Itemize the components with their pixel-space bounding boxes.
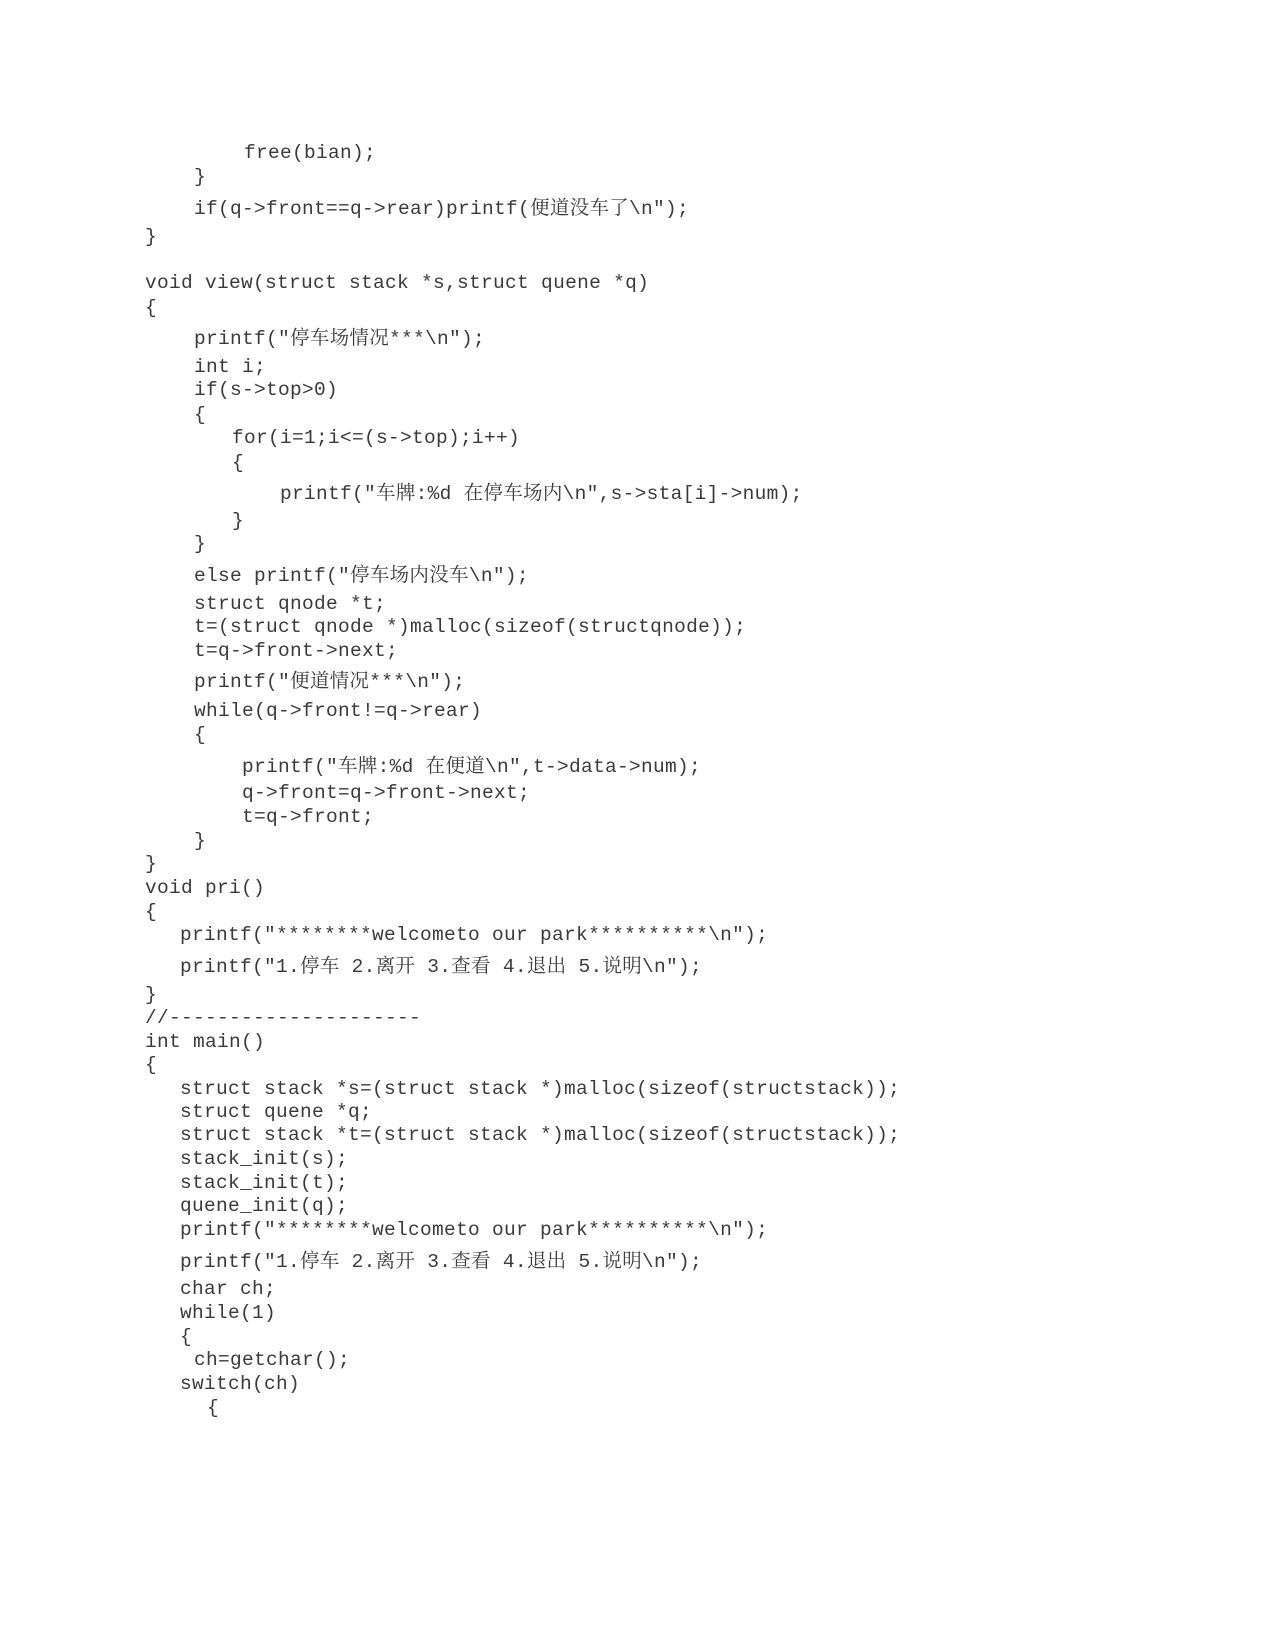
code-line: { — [145, 297, 158, 319]
code-line: int main() — [145, 1031, 266, 1053]
code-line: ch=getchar(); — [194, 1349, 351, 1371]
code-line: printf("********welcometo our park**********\n"); — [180, 1219, 769, 1241]
code-line: struct quene *q; — [180, 1101, 373, 1123]
code-line: } — [232, 510, 245, 532]
code-line: void pri() — [145, 877, 266, 899]
code-line: struct stack *s=(struct stack *)malloc(sizeof(structstack)); — [180, 1078, 901, 1100]
code-line: stack_init(t); — [180, 1172, 349, 1194]
code-line: int i; — [194, 356, 267, 378]
code-line: switch(ch) — [180, 1373, 301, 1395]
code-line: if(q->front==q->rear)printf(便道没车了\n"); — [194, 198, 690, 220]
code-line: { — [180, 1326, 193, 1348]
code-line: struct stack *t=(struct stack *)malloc(sizeof(structstack)); — [180, 1124, 901, 1146]
code-line: quene_init(q); — [180, 1195, 349, 1217]
code-line: } — [194, 166, 207, 188]
code-line: if(s->top>0) — [194, 379, 339, 401]
code-line: free(bian); — [244, 142, 377, 164]
code-line: } — [194, 533, 207, 555]
code-line: { — [207, 1397, 220, 1419]
code-line: while(q->front!=q->rear) — [194, 700, 483, 722]
code-line: t=q->front; — [242, 806, 375, 828]
code-line: } — [194, 830, 207, 852]
code-line: t=q->front->next; — [194, 640, 399, 662]
code-line: printf("车牌:%d 在便道\n",t->data->num); — [242, 756, 702, 778]
code-line: printf("车牌:%d 在停车场内\n",s->sta[i]->num); — [280, 483, 803, 505]
code-line: while(1) — [180, 1302, 277, 1324]
code-line: { — [145, 901, 158, 923]
code-line: void view(struct stack *s,struct quene *q) — [145, 272, 650, 294]
code-line: printf("便道情况***\n"); — [194, 671, 466, 693]
code-line: printf("1.停车 2.离开 3.查看 4.退出 5.说明\n"); — [180, 1251, 703, 1273]
code-line: for(i=1;i<=(s->top);i++) — [232, 427, 521, 449]
code-line: { — [145, 1054, 158, 1076]
code-line: { — [194, 404, 207, 426]
code-line: printf("********welcometo our park**********\n"); — [180, 924, 769, 946]
code-line: printf("1.停车 2.离开 3.查看 4.退出 5.说明\n"); — [180, 956, 703, 978]
code-line: //--------------------- — [145, 1007, 422, 1029]
code-line: } — [145, 853, 158, 875]
code-line: } — [145, 226, 158, 248]
code-line: t=(struct qnode *)malloc(sizeof(structqnode)); — [194, 616, 747, 638]
code-line: char ch; — [180, 1278, 277, 1300]
code-line: else printf("停车场内没车\n"); — [194, 565, 529, 587]
code-line: struct qnode *t; — [194, 593, 387, 615]
code-line: { — [232, 452, 245, 474]
code-line: stack_init(s); — [180, 1148, 349, 1170]
code-line: { — [194, 724, 207, 746]
code-line: q->front=q->front->next; — [242, 782, 531, 804]
code-line: } — [145, 984, 158, 1006]
code-line: printf("停车场情况***\n"); — [194, 328, 486, 350]
